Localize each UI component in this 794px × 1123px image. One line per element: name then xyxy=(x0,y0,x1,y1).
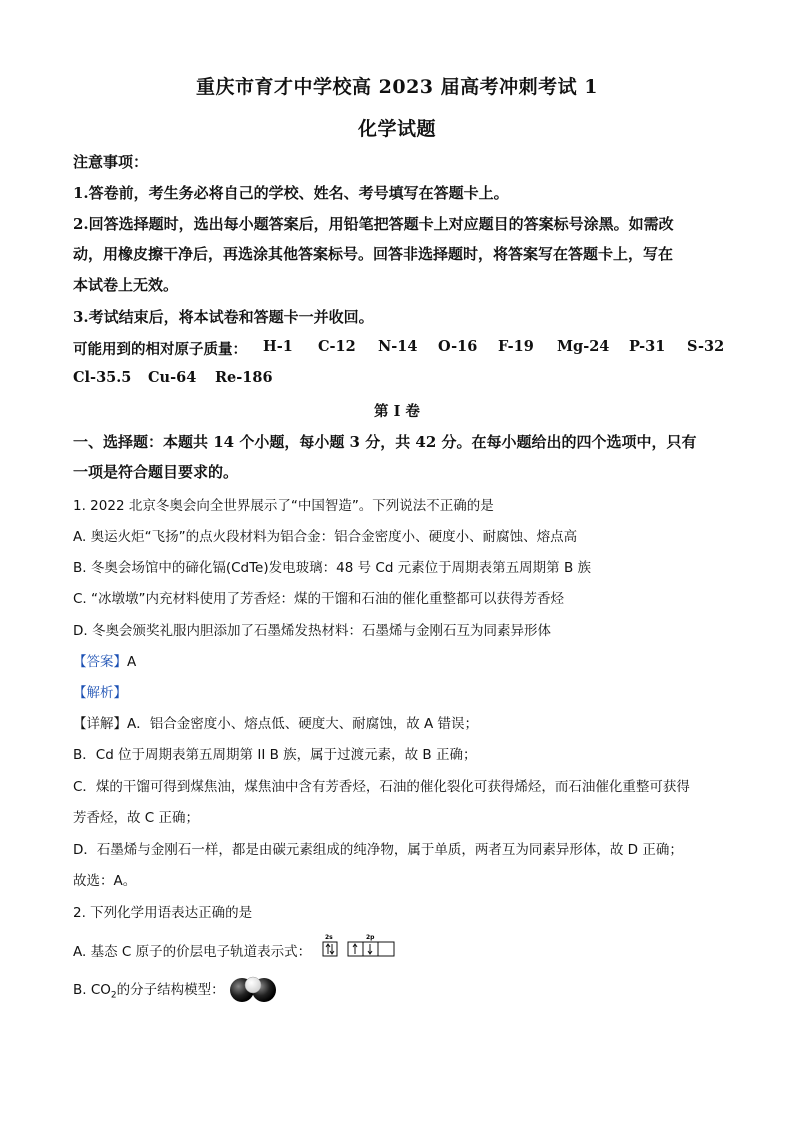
notes-heading: 注意事项： xyxy=(73,153,149,171)
mass-item: O-16 xyxy=(438,338,478,355)
mass-item: F-19 xyxy=(498,338,534,355)
q1-analysis xyxy=(73,681,127,701)
detail-tag: 【详解】 xyxy=(73,716,127,732)
option-b-prefix: B. CO xyxy=(73,982,111,998)
answer-tag: 【答案】 xyxy=(73,654,127,670)
mass-item: C-12 xyxy=(318,338,356,355)
exam-subtitle: 化学试题 xyxy=(357,118,436,140)
q1-detail-c-line-1: C．煤的干馏可得到煤焦油，煤焦油中含有芳香烃，石油的催化裂化可获得烯烃，而石油催化重整可获得 xyxy=(73,779,690,795)
option-b-subscript: 2 xyxy=(110,990,117,1001)
q1-stem: 1. 2022 北京冬奥会向全世界展示了“中国智造”。下列说法不正确的是 xyxy=(73,498,494,514)
mass-item: Mg-24 xyxy=(557,338,610,355)
q1-option-d: D. 冬奥会颁奖礼服内胆添加了石墨烯发热材料：石墨烯与金刚石互为同素异形体 xyxy=(73,623,551,639)
orbital-diagram xyxy=(322,932,402,960)
orbital-box-2s xyxy=(323,942,337,956)
carbon-atom xyxy=(245,977,261,993)
section-1-line-2: 一项是符合题目要求的。 xyxy=(73,463,239,481)
note-1: 1.答卷前，考生务必将自己的学校、姓名、考号填写在答题卡上。 xyxy=(73,184,509,202)
q1-answer xyxy=(73,650,136,670)
option-b-suffix: 的分子结构模型： xyxy=(116,982,225,998)
q1-detail-c-line-2: 芳香烃，故 C 正确； xyxy=(73,810,200,826)
note-2-line-3: 本试卷上无效。 xyxy=(73,276,179,294)
volume-heading: 第 I 卷 xyxy=(374,403,420,420)
answer-value: A xyxy=(127,654,137,670)
note-2-line-2: 动，用橡皮擦干净后，再选涂其他答案标号。回答非选择题时，将答案写在答题卡上，写在 xyxy=(73,245,674,263)
q1-detail-d: D．石墨烯与金刚石一样，都是由碳元素组成的纯净物，属于单质，两者互为同素异形体，故 D 正确； xyxy=(73,842,683,858)
co2-molecule-model xyxy=(229,970,277,1004)
atomic-masses-row-2 xyxy=(73,369,373,389)
q2-stem: 2. 下列化学用语表达正确的是 xyxy=(73,905,253,921)
q1-detail-a xyxy=(73,712,478,732)
q1-option-c: C. “冰墩墩”内充材料使用了芳香烃：煤的干馏和石油的催化重整都可以获得芳香烃 xyxy=(73,591,564,607)
q1-conclusion: 故选：A。 xyxy=(73,873,137,889)
q1-option-a: A. 奥运火炬“飞扬”的点火段材料为铝合金：铝合金密度小、硬度小、耐腐蚀、熔点高 xyxy=(73,529,578,545)
section-1-line-1: 一、选择题：本题共 14 个小题，每小题 3 分，共 42 分。在每小题给出的四个选项中，只有 xyxy=(73,433,697,451)
atomic-masses-label: 可能用到的相对原子质量： xyxy=(73,341,247,358)
q2-option-b xyxy=(73,978,225,1001)
q2-option-a: A. 基态 C 原子的价层电子轨道表示式： xyxy=(73,944,312,960)
mass-item: Re-186 xyxy=(215,369,273,386)
analysis-tag: 【解析】 xyxy=(73,685,127,701)
mass-item: P-31 xyxy=(629,338,666,355)
orbital-2s-label: 2s xyxy=(325,934,333,941)
mass-item: Cl-35.5 xyxy=(73,369,132,386)
orbital-2p-label: 2p xyxy=(366,934,375,941)
mass-item: S-32 xyxy=(687,338,725,355)
detail-a-text: A．铝合金密度小、熔点低、硬度大、耐腐蚀，故 A 错误； xyxy=(127,716,479,732)
mass-item: N-14 xyxy=(378,338,418,355)
mass-item: Cu-64 xyxy=(148,369,197,386)
atomic-masses-row-1 xyxy=(73,338,723,358)
orbital-box-2p-3 xyxy=(378,942,394,956)
q1-detail-b: B．Cd 位于周期表第五周期第 II B 族，属于过渡元素，故 B 正确； xyxy=(73,747,477,763)
mass-item: H-1 xyxy=(263,338,293,355)
exam-title: 重庆市育才中学校高 2023 届高考冲刺考试 1 xyxy=(196,76,598,98)
note-2-line-1: 2.回答选择题时，选出每小题答案后，用铅笔把答题卡上对应题目的答案标号涂黑。如需改 xyxy=(73,215,674,233)
note-3: 3.考试结束后，将本试卷和答题卡一并收回。 xyxy=(73,308,374,326)
q1-option-b: B. 冬奥会场馆中的碲化镉(CdTe)发电玻璃：48 号 Cd 元素位于周期表第五周期第 B 族 xyxy=(73,560,592,576)
